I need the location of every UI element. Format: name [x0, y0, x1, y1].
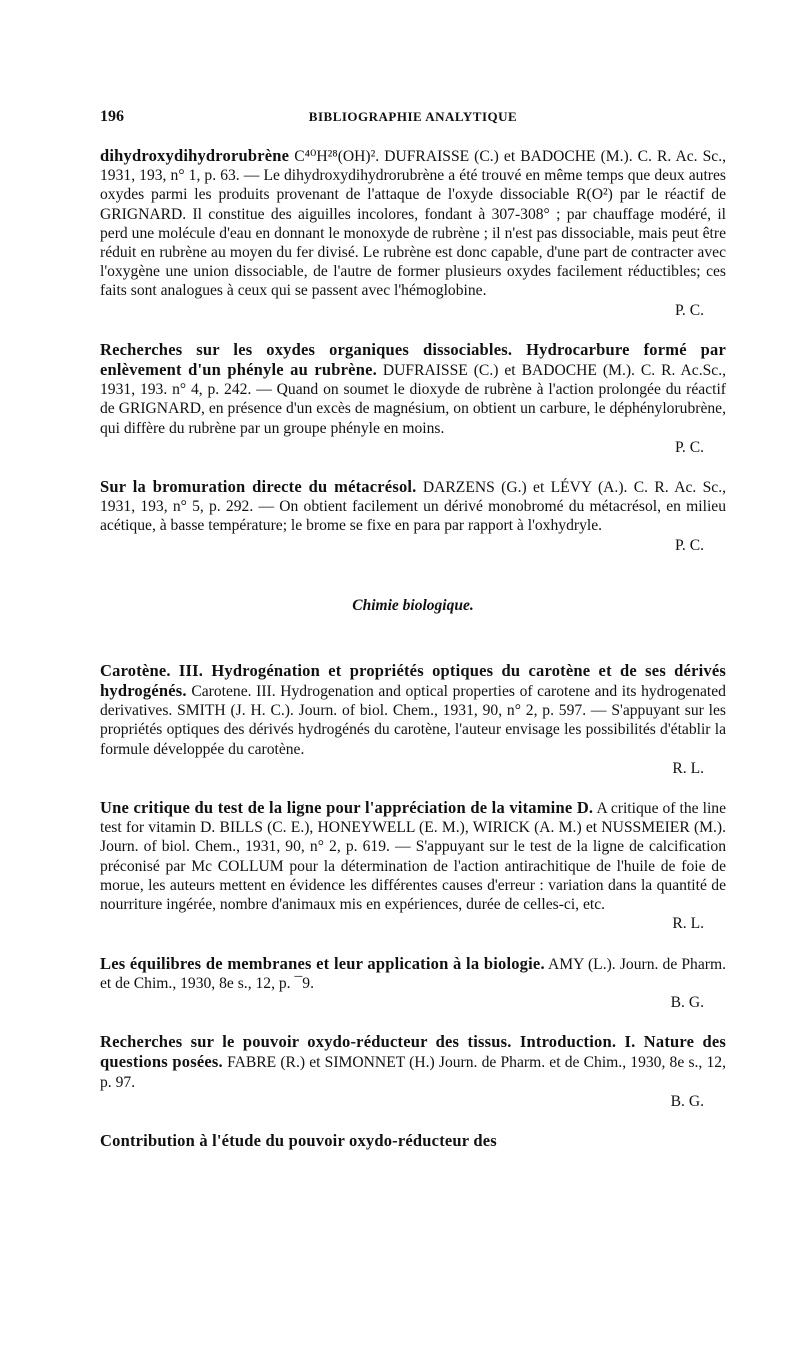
bibliography-entry	[100, 661, 726, 778]
bibliography-entry	[100, 954, 726, 1013]
entry-text: Carotene. III. Hydrogenation and optical properties of carotene and its hydrogenated derivatives. SMITH (J. H. C.). Journ. of biol. Chem., 1931, 90, n° 2, p. 597. — S'appuyant sur les propriétés optiques des dérivés hydrogénés du carotène, l'auteur envisage les possibilités d'établir la formule développée du carotène.	[100, 683, 726, 758]
bibliography-entry	[100, 1032, 726, 1111]
page-header	[100, 108, 726, 130]
entry-text: A critique of the line test for vitamin D. BILLS (C. E.), HONEYWELL (E. M.), WIRICK (A. M.) et NUSSMEIER (M.). Journ. of biol. Chem., 1931, 90, n° 2, p. 619. — S'appuyant sur le test de la ligne de calcification préconisé par Mc COLLUM pour la détermination de l'action antirachitique de l'huile de foie de morue, les auteurs mettent en évidence les différentes causes d'erreur : variation dans la quantité de nourriture ingérée, nombre d'animaux mis en expériences, durée de celles-ci, etc.	[100, 800, 726, 914]
entry-paragraph	[100, 954, 726, 993]
entry-title: Recherches sur le pouvoir oxydo-réducteur des tissus. Introduction. I. Nature des questions posées.	[100, 1032, 726, 1072]
entry-title: Contribution à l'étude du pouvoir oxydo-réducteur des	[100, 1130, 497, 1150]
entry-initials: P. C.	[674, 438, 704, 456]
bibliography-entry	[100, 477, 726, 555]
entry-initials: R. L.	[672, 915, 704, 933]
section-heading: Chimie biologique.	[352, 596, 474, 614]
entry-initials: R. L.	[672, 759, 704, 777]
entry-paragraph	[100, 661, 726, 759]
entry-title: Les équilibres de membranes et leur application à la biologie.	[100, 953, 545, 973]
entry-initials: B. G.	[670, 993, 704, 1011]
entry-paragraph	[100, 1131, 726, 1151]
entry-paragraph	[100, 798, 726, 914]
bibliography-entry	[100, 798, 726, 933]
entry-text: AMY (L.). Journ. de Pharm. et de Chim., 1930, 8e s., 12, p. ¯9.	[100, 955, 726, 992]
page-content	[100, 146, 726, 1171]
entry-title: dihydroxydihydrorubrène	[100, 146, 290, 165]
bibliography-entry	[100, 146, 726, 320]
bibliography-entry	[100, 340, 726, 457]
entry-title: Carotène. III. Hydrogénation et propriétés optiques du carotène et de ses dérivés hydrogénés.	[100, 660, 726, 701]
bibliography-entry	[100, 1131, 726, 1151]
entry-paragraph	[100, 477, 726, 536]
entry-paragraph	[100, 1032, 726, 1092]
entry-initials: B. G.	[670, 1092, 704, 1110]
entry-text: FABRE (R.) et SIMONNET (H.) Journ. de Pharm. et de Chim., 1930, 8e s., 12, p. 97.	[100, 1054, 727, 1091]
entry-title: Sur la bromuration directe du métacrésol.	[100, 477, 417, 497]
entry-text: DARZENS (G.) et LÉVY (A.). C. R. Ac. Sc., 1931, 193, n° 5, p. 292. — On obtient facilement un dérivé monobromé du métacrésol, en milieu acétique, à basse température; le brome se fixe en para par rapport à l'oxhydryle.	[100, 479, 727, 535]
running-title: BIBLIOGRAPHIE ANALYTIQUE	[308, 109, 518, 124]
entry-initials: P. C.	[674, 536, 704, 554]
entry-text: DUFRAISSE (C.) et BADOCHE (M.). C. R. Ac.Sc., 1931, 193. n° 4, p. 242. — Quand on soumet le dioxyde de rubrène à l'action prolongée du réactif de GRIGNARD, en présence d'un excès de magnésium, on obtient un carbure, le déphénylorubrène, qui diffère du rubrène par un groupe phényle en moins.	[100, 362, 726, 437]
entry-title: Une critique du test de la ligne pour l'appréciation de la vitamine D.	[100, 798, 594, 818]
entry-text: C⁴⁰H²⁸(OH)². DUFRAISSE (C.) et BADOCHE (M.). C. R. Ac. Sc., 1931, 193, n° 1, p. 63. — Le dihydroxydihydrorubrène a été trouvé en même temps que deux autres oxydes parmi les produits provenant de l'attaque de l'oxyde dissociable R(O²) par le réactif de GRIGNARD. Il constitue des aiguilles incolores, fondant à 307-308° ; par chauffage modéré, il perd une molécule d'eau en donnant le monoxyde de rubrène ; il n'est pas dissociable, mais peut être réduit en rubrène au moyen du fer divisé. Le rubrène est donc capable, d'une part de contracter avec l'oxygène une union dissociable, de l'autre de former plusieurs oxydes facilement réductibles; ces faits sont analogues à ceux qui se passent avec l'hémoglobine.	[100, 148, 726, 300]
entry-title: Recherches sur les oxydes organiques dissociables. Hydrocarbure formé par enlèvement d'un phényle au rubrène.	[100, 339, 726, 380]
entry-paragraph	[100, 146, 726, 301]
page-number: 196	[100, 108, 124, 125]
entry-initials: P. C.	[674, 301, 704, 319]
entry-paragraph	[100, 340, 726, 438]
